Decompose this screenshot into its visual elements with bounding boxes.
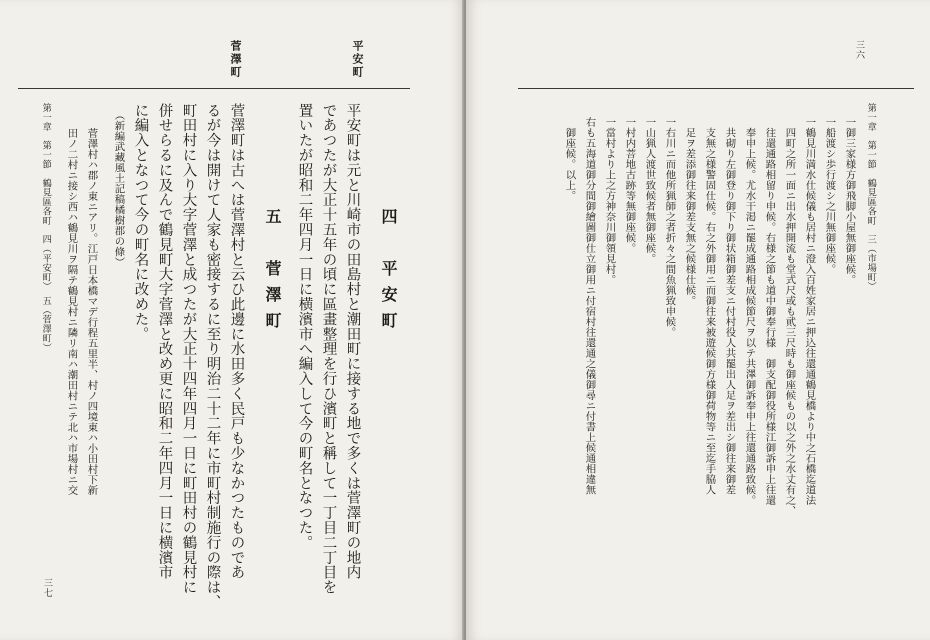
body-line: 一船渡シ歩行渡シ之川無御座候。 [823, 117, 836, 275]
body-line: 置いたが昭和二年四月一日に横濱市へ編入して今の町名となつた。 [296, 103, 313, 550]
left-page [0, 0, 464, 640]
body-line: 共砌り左御登り御下り御状箱御差支ニ付村役人共罷出人足ヲ差出シ御往来御差 [723, 117, 736, 495]
body-line: 菅澤町は古へは菅澤村と云ひ此邊に水田多く民戸も少なかつたものであ [228, 103, 245, 580]
quote-line: 菅澤村ハ郡ノ東ニアリ。江戸日本橋マデ行程五里半、村ノ四境東ハ小田村下新 [85, 128, 98, 496]
body-line: 一右川ニ而他所猟師之者折々之間魚猟致申候。 [663, 117, 676, 338]
body-line: 平安町は元と川崎市の田島村と潮田町に接する地で多くは菅澤町の地内 [344, 103, 361, 580]
body-line: に編入となつて今の町名に改めた。 [132, 103, 149, 342]
body-line: 足ヲ差添御往来御差支無之候様仕候。 [683, 117, 696, 306]
right-page [466, 0, 930, 640]
body-line: 御座候。以上。 [563, 117, 576, 201]
body-line: 往還通路相留り申候。右様之節も道中御奉行様 御支配御役所様江御訴申上往還 [763, 117, 776, 506]
body-line: 一村内菩地古跡等無御座候。 [623, 117, 636, 254]
body-line: 一山猟人渡世致候者無御座候。 [643, 117, 656, 264]
body-line: 町田村に入り大字菅澤と成つたが大正十四年四月一日に町田村の鶴見村に [180, 103, 197, 595]
body-line: 支無之様警固仕候。右之外御用ニ而御往来被遊候御方様御荷物等ニ至迄手脇人 [703, 117, 716, 495]
body-line: 四町之所一面ニ出水押開流も堂式尺或も貮三尺時も御座候もの以之外之水丈有之、 [783, 117, 796, 516]
body-line: 一鶴見川満水仕候儀も居村ニ澄入百姓家居ニ押込往還通鶴見橋より中之石橋迄道法 [803, 117, 816, 506]
header-rule [18, 88, 410, 89]
section-title-sugasawa: 五 菅澤町 [263, 208, 282, 338]
body-line: 奉申上候。尤水干渇ニ罷成通路相成候節尺ヲ以テ共澤御訴奉申上往還通路致候。 [743, 117, 756, 506]
header-rule [518, 88, 914, 89]
running-head: 第一章 第一節 鶴見區各町 三（市場町） [865, 103, 877, 291]
body-line: 右も五海道御分間御繪圖御仕立御用ニ付宿村往還通之儀御尋ニ付書上候通相違無 [583, 117, 596, 495]
body-line: であつたが大正十五年の頃に區畫整理を行ひ濱町と稱して一丁目二丁目を [320, 103, 337, 595]
header-heian-cho: 平安町 [351, 40, 364, 79]
quote-source: （新編武藏風土記稿橘樹郡の條） [112, 110, 125, 268]
section-title-heian: 四 平安町 [379, 208, 398, 338]
body-line: るが今は開けて人家も密接するに至り明治二十二年に市町村制施行の際は、 [204, 103, 221, 610]
page-number: 三六 [854, 40, 864, 60]
header-sugasawa-cho: 菅澤町 [229, 40, 242, 79]
page-number: 三七 [42, 578, 52, 598]
running-head: 第一章 第一節 鶴見區各町 四（平安町） 五（菅澤町） [40, 103, 52, 353]
quote-line: 田ノ二村ニ接シ西ハ鶴見川ヲ隔テ鶴見村ニ隣リ南ハ潮田村ニテ北ハ市場村ニ交 [65, 128, 78, 496]
body-line: 一御三家様方御飛脚小屋無御座候。 [843, 117, 856, 285]
body-line: 併せらるに及んで鶴見町大字菅澤と改め更に昭和二年四月一日に横濱市 [156, 103, 173, 580]
body-line: 一當村より上之方神奈川御領見村。 [603, 117, 616, 285]
